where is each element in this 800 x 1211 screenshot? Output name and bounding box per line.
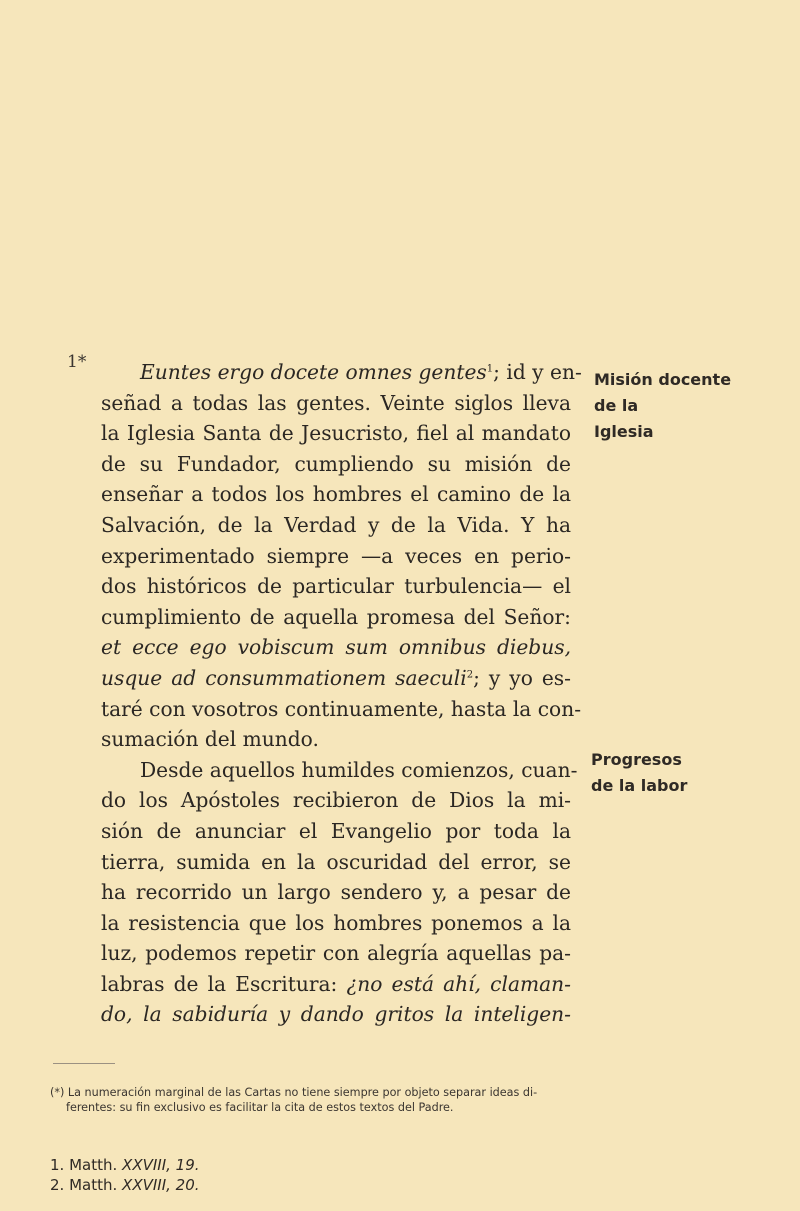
text-run: la Iglesia Santa de Jesucristo, fiel al mandato xyxy=(101,421,571,446)
footnote-source: Matth. xyxy=(69,1176,118,1194)
footnote-source: Matth. xyxy=(69,1156,118,1174)
text-line xyxy=(101,571,571,602)
text-run: sumación del mundo. xyxy=(101,727,319,752)
text-line xyxy=(101,663,571,694)
text-run: ¿no está ahí, claman- xyxy=(346,971,571,996)
text-run: Salvación, de la Verdad y de la Vida. Y ha xyxy=(101,512,571,537)
text-line xyxy=(101,847,571,878)
margin-note-progresos xyxy=(591,747,687,799)
margin-note-line: de la xyxy=(594,396,639,415)
text-run: do, la sabiduría y dando gritos la inteligen- xyxy=(101,1002,571,1027)
margin-note-line: de la labor xyxy=(591,776,688,795)
asterisk-footnote-line: ferentes: su fin exclusivo es facilitar la cita de estos textos del Padre. xyxy=(66,1101,454,1114)
text-line xyxy=(101,938,571,969)
text-run: Desde aquellos humildes comienzos, cuan- xyxy=(140,757,578,782)
text-run: cumplimiento de aquella promesa del Señor: xyxy=(101,604,571,629)
text-run: luz, podemos repetir con alegría aquellas pa- xyxy=(101,941,571,966)
text-run: do los Apóstoles recibieron de Dios la mi- xyxy=(101,788,571,813)
text-line xyxy=(101,877,571,908)
text-run: et ecce ego vobiscum sum omnibus diebus, xyxy=(101,635,571,660)
text-line xyxy=(101,449,571,480)
text-line xyxy=(101,908,571,939)
footnote-ref-marker: 1 xyxy=(486,363,494,375)
footnote-1 xyxy=(50,1155,200,1175)
text-run: sión de anunciar el Evangelio por toda la xyxy=(101,818,571,843)
text-line xyxy=(101,388,571,419)
text-line xyxy=(101,785,571,816)
text-run: la resistencia que los hombres ponemos a la xyxy=(101,910,571,935)
margin-note-mision-docente xyxy=(594,367,731,445)
text-run: ha recorrido un largo sendero y, a pesar de xyxy=(101,880,571,905)
text-run: de su Fundador, cumpliendo su misión de xyxy=(101,451,571,476)
footnote-2 xyxy=(50,1175,200,1195)
text-line xyxy=(101,510,571,541)
text-run: labras de la Escritura: xyxy=(101,971,347,996)
text-line xyxy=(101,755,578,786)
text-line xyxy=(101,724,571,755)
text-line xyxy=(101,816,571,847)
footnote-number: 1. xyxy=(50,1156,65,1174)
asterisk-footnote-line: (*) La numeración marginal de las Cartas no tiene siempre por objeto separar ideas di- xyxy=(50,1086,538,1099)
margin-note-line: Progresos xyxy=(591,750,682,769)
footnote-divider xyxy=(53,1063,115,1064)
text-line xyxy=(101,999,571,1030)
text-run: taré con vosotros continuamente, hasta la con- xyxy=(101,696,582,721)
footnote-reference: XXVIII, 20. xyxy=(122,1176,200,1194)
text-run: Euntes ergo docete omnes gentes xyxy=(140,360,487,384)
asterisk-footnote xyxy=(50,1085,690,1115)
margin-note-line: Iglesia xyxy=(594,422,654,441)
text-run: experimentado siempre —a veces en perio- xyxy=(101,543,571,568)
footnotes xyxy=(50,1155,200,1195)
text-line xyxy=(101,357,582,388)
footnote-reference: XXVIII, 19. xyxy=(122,1156,200,1174)
text-line xyxy=(101,541,571,572)
text-run: dos históricos de particular turbulencia— el xyxy=(101,574,571,599)
paragraph-number: 1* xyxy=(67,352,87,372)
text-line xyxy=(101,632,571,663)
text-line xyxy=(101,479,571,510)
text-run: señad a todas las gentes. Veinte siglos lleva xyxy=(101,390,571,415)
text-line xyxy=(101,418,571,449)
body-text xyxy=(101,357,582,1030)
text-line xyxy=(101,602,571,633)
text-run: ; y yo es- xyxy=(473,665,571,690)
footnote-ref-marker: 2 xyxy=(466,669,474,681)
text-line xyxy=(101,969,571,1000)
footnote-number: 2. xyxy=(50,1176,65,1194)
text-run: tierra, sumida en la oscuridad del error, se xyxy=(101,849,571,874)
text-line xyxy=(101,694,582,725)
margin-note-line: Misión docente xyxy=(594,370,732,389)
text-run: usque ad consummationem saeculi xyxy=(101,665,467,690)
text-run: enseñar a todos los hombres el camino de la xyxy=(101,482,571,507)
text-run: ; id y en- xyxy=(493,360,582,384)
